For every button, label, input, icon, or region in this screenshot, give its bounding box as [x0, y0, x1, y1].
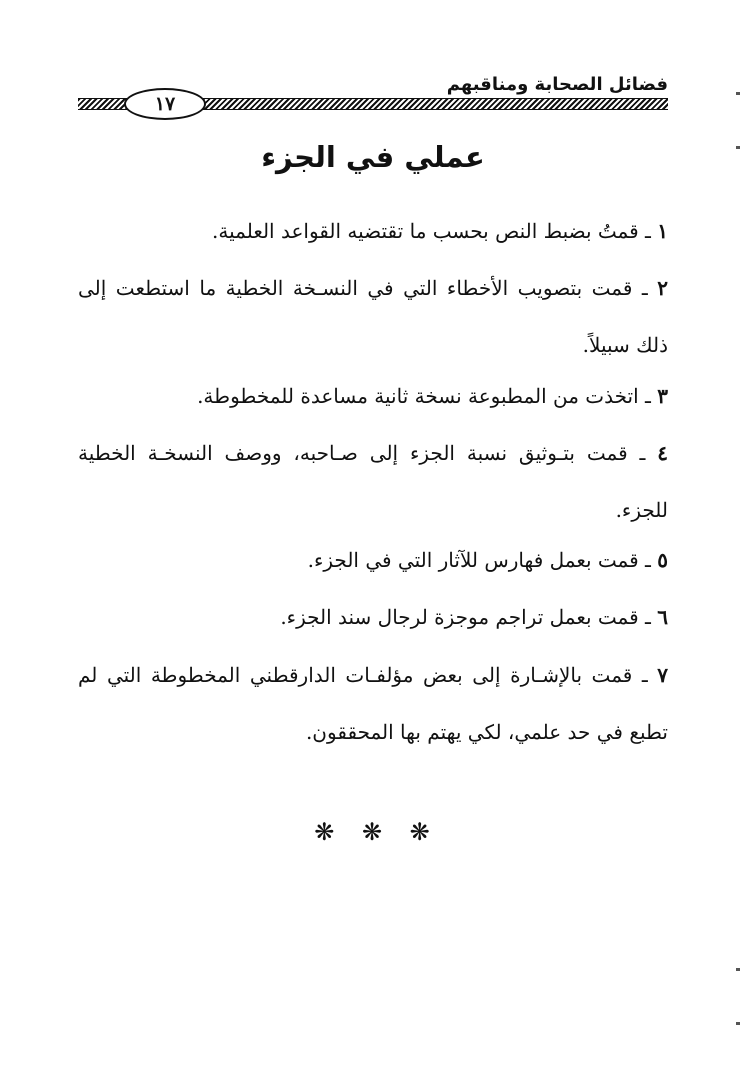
scan-edge-mark	[736, 146, 740, 149]
list-item-5	[78, 532, 668, 589]
list-item-2	[78, 260, 668, 374]
item-number: ٧	[657, 663, 669, 687]
section-separator: ❋ ❋ ❋	[314, 818, 432, 846]
item-text: ـ قمت بعمل تراجم موجزة لرجال سند الجزء.	[280, 605, 651, 629]
item-text-continuation: تطبع في حد علمي، لكي يهتم بها المحققون.	[305, 720, 668, 744]
item-number: ١	[657, 219, 668, 243]
item-number: ٥	[657, 548, 668, 572]
item-text-continuation: للجزء.	[615, 498, 668, 522]
item-number: ٢	[657, 276, 668, 300]
item-number: ٦	[657, 605, 668, 629]
item-number: ٣	[657, 384, 668, 408]
scan-edge-mark	[736, 968, 740, 971]
list-item-4	[78, 425, 668, 539]
page-number: ١٧	[124, 88, 206, 120]
item-text: ـ قمتُ بضبط النص بحسب ما تقتضيه القواعد العلمية.	[212, 219, 651, 243]
scan-edge-mark	[736, 1022, 740, 1025]
list-item-7	[78, 647, 668, 761]
list-item-1	[78, 203, 668, 260]
item-text: ـ قمت بتصويب الأخطاء التي في النسـخة الخطية ما استطعت إلى	[78, 276, 648, 300]
chapter-title: عملي في الجزء	[261, 140, 485, 174]
item-text: ـ اتخذت من المطبوعة نسخة ثانية مساعدة للمخطوطة.	[197, 384, 651, 408]
item-text-continuation: ذلك سبيلاً.	[582, 333, 668, 357]
item-text: ـ قمت بالإشـارة إلى بعض مؤلفـات الدارقطني المخطوطة التي لم	[78, 663, 648, 687]
item-number: ٤	[657, 441, 669, 465]
list-item-3	[78, 368, 668, 425]
list-item-6	[78, 589, 668, 646]
item-text: ـ قمت بعمل فهارس للآثار التي في الجزء.	[307, 548, 651, 572]
scan-edge-mark	[736, 92, 740, 95]
book-title: فضائل الصحابة ومناقبهم	[446, 74, 668, 95]
item-text: ـ قمت بتـوثيق نسبة الجزء إلى صـاحبه، ووصف النسخـة الخطية	[78, 441, 646, 465]
